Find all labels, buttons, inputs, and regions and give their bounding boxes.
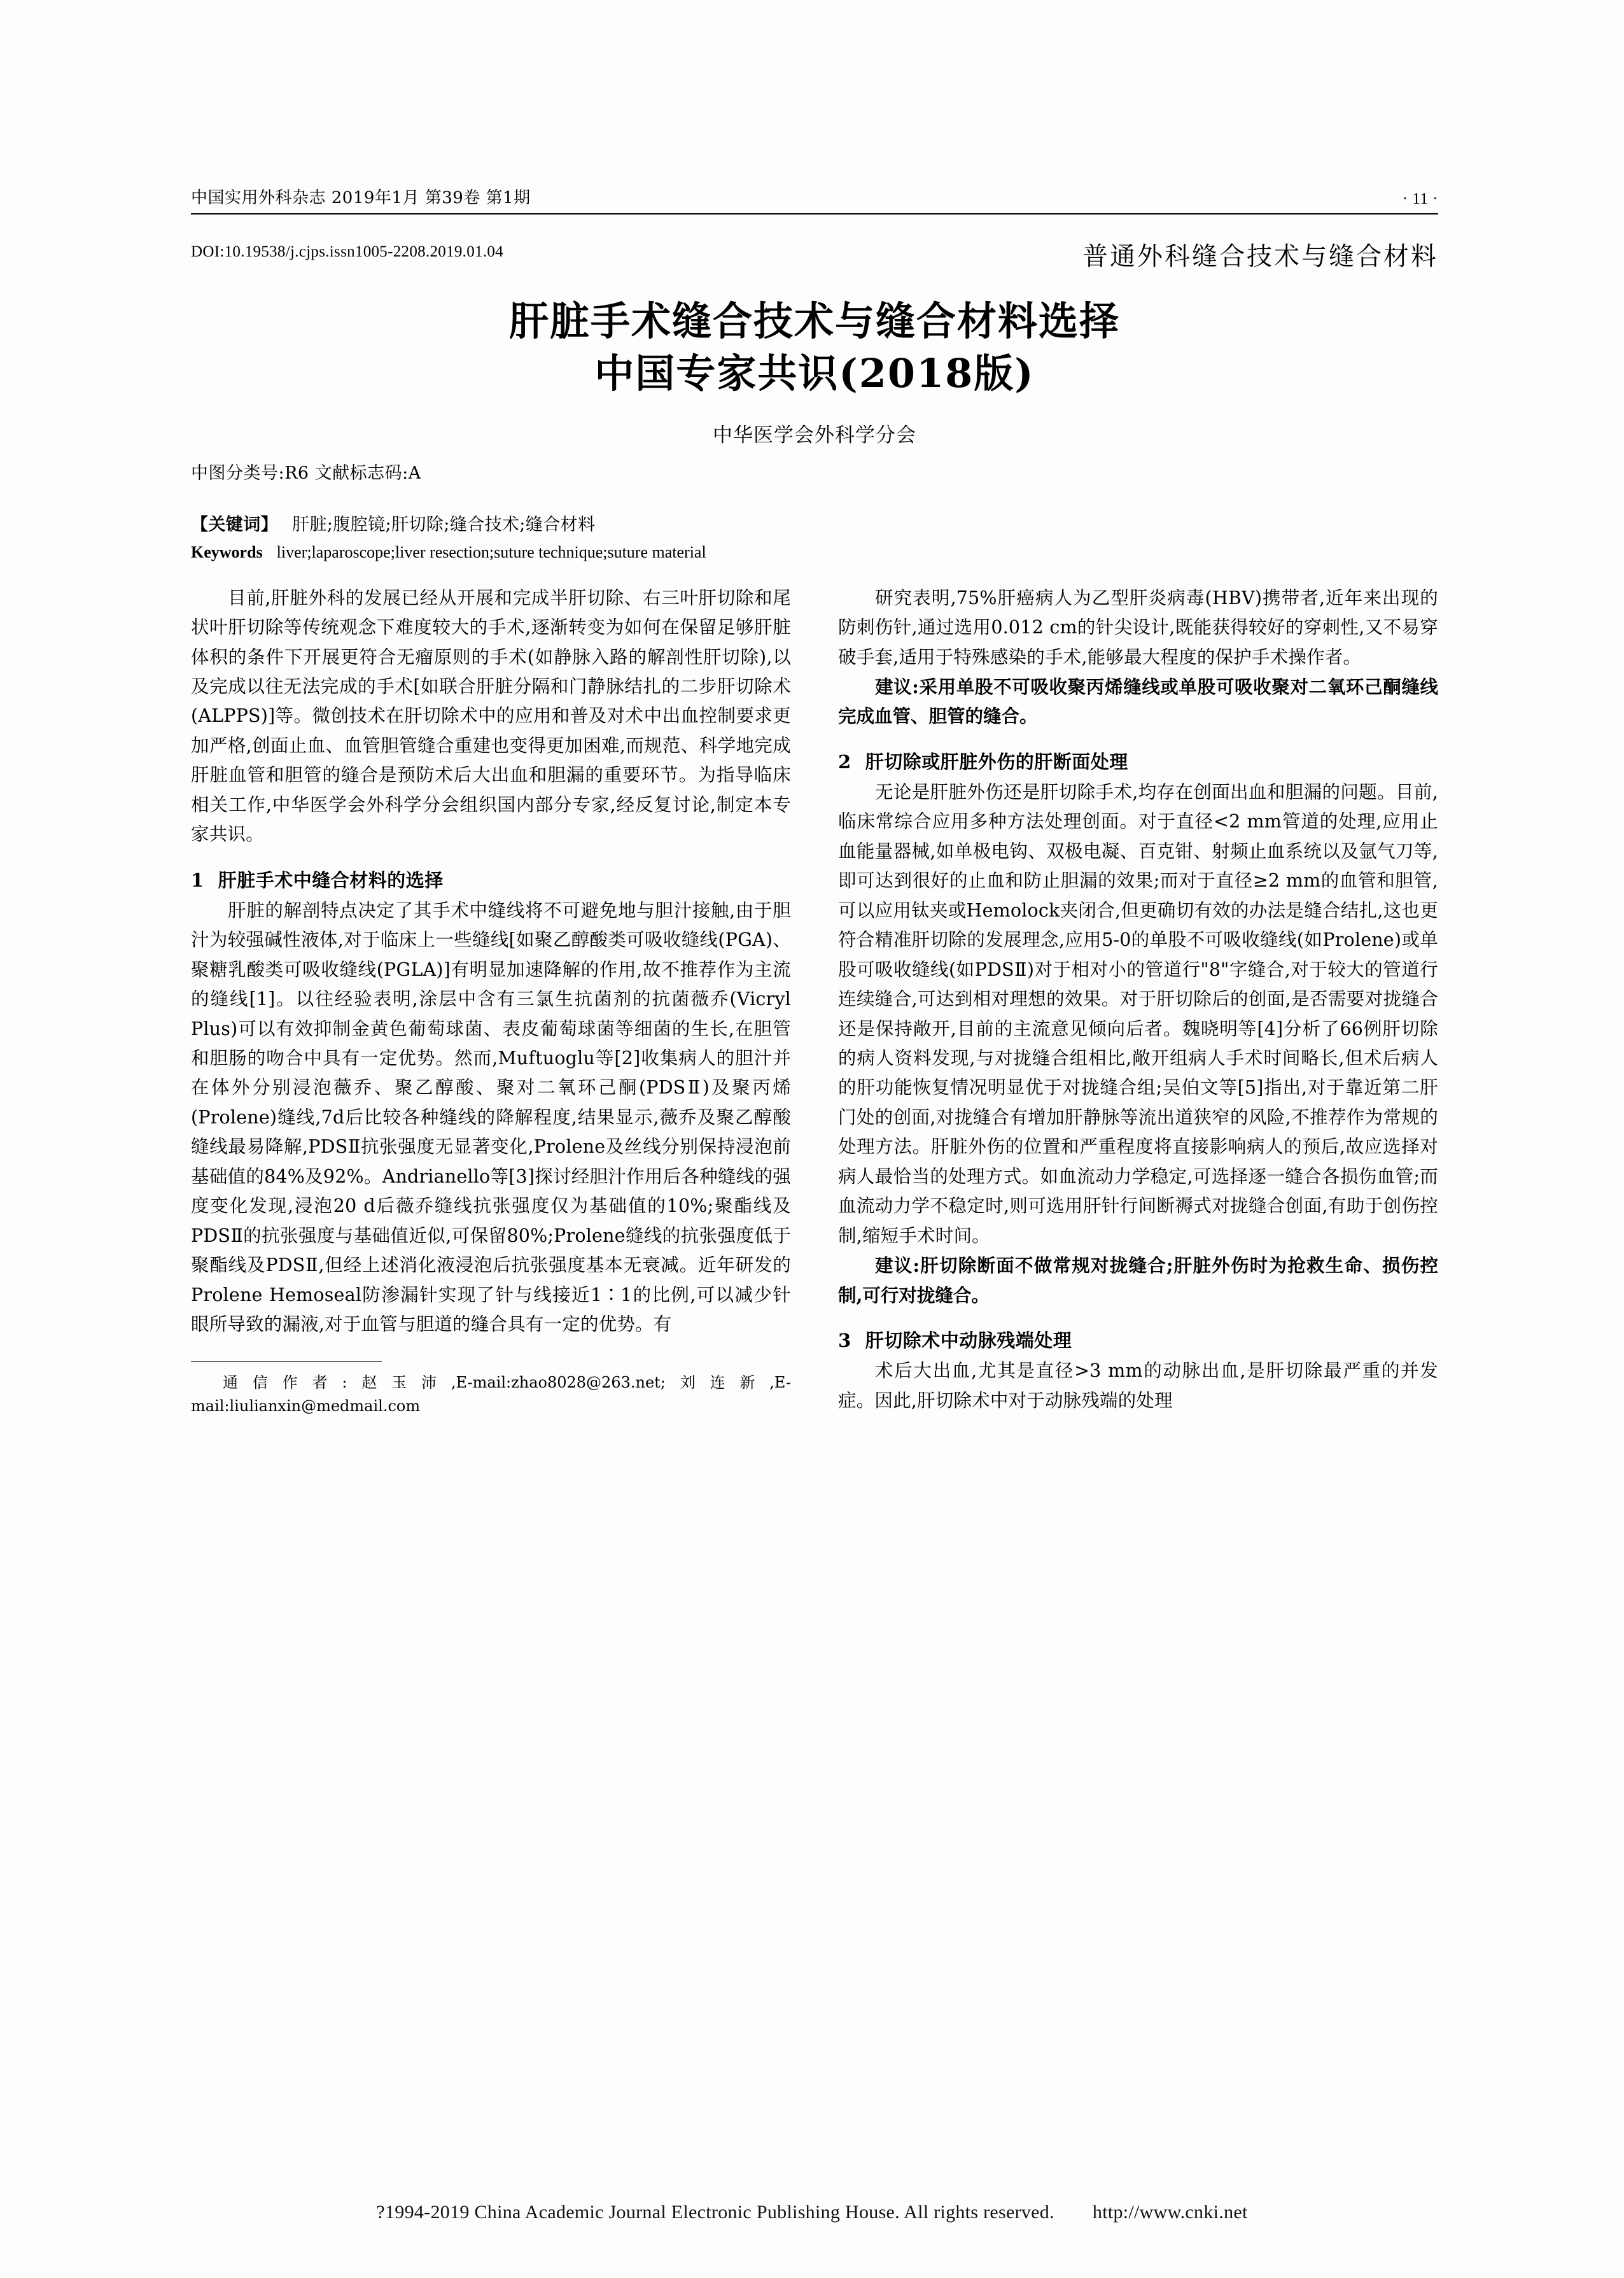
keywords-en-text: liver;laparoscope;liver resection;suture technique;suture material: [276, 542, 706, 561]
running-head: [191, 185, 1438, 214]
page-number: · 11 ·: [1402, 190, 1438, 207]
classification-line: 中图分类号:R6 文献标志码:A: [191, 463, 421, 483]
section-2-number: 2: [838, 750, 851, 773]
paragraph-3-1: 术后大出血,尤其是直径>3 mm的动脉出血,是肝切除最严重的并发症。因此,肝切除术中对于动脉残端的处理: [838, 1360, 1438, 1411]
left-column: [191, 584, 791, 1418]
advice-2: 建议:肝切除断面不做常规对拢缝合;肝脏外伤时为抢救生命、损伤控制,可行对拢缝合。: [838, 1255, 1438, 1306]
section-1-number: 1: [191, 869, 204, 891]
title-line-2: 中国专家共识(2018版): [594, 349, 1035, 397]
section-1-title: 肝脏手术中缝合材料的选择: [218, 869, 444, 891]
section-heading-1: [191, 866, 791, 892]
corresponding-author-note: 通信作者:赵玉沛,E-mail:zhao8028@263.net;刘连新,E-mail:liulianxin@medmail.com: [191, 1373, 791, 1415]
paragraph-2-1: 无论是肝脏外伤还是肝切除手术,均存在创面出血和胆漏的问题。目前,临床常综合应用多种方法处理创面。对于直径<2 mm管道的处理,应用止血能量器械,如单极电钩、双极电凝、百克钳、射频止血系统以及氩气刀等,即可达到很好的止血和防止胆漏的效果;而对于直径≥2 mm的血管和胆管,可以应用钛夹或Hemolock夹闭合,但更确切有效的办法是缝合结扎,这也更符合精准肝切除的发展理念,应用5-0的单股不可吸收缝线(如Prolene)或单股可吸收缝线(如PDSⅡ)对于相对小的管道行"8"字缝合,对于较大的管道行连续缝合,可达到相对理想的效果。对于肝切除后的创面,是否需要对拢缝合还是保持敞开,目前的主流意见倾向后者。魏晓明等[4]分析了66例肝切除的病人资料发现,与对拢缝合组相比,敞开组病人手术时间略长,但术后病人的肝功能恢复情况明显优于对拢缝合组;吴伯文等[5]指出,对于靠近第二肝门处的创面,对拢缝合有增加肝静脉等流出道狭窄的风险,不推荐作为常规的处理方法。肝脏外伤的位置和严重程度将直接影响病人的预后,故应选择对病人最恰当的处理方式。如血流动力学稳定,可选择逐一缝合各损伤血管;而血流动力学不稳定时,则可选用肝针行间断褥式对拢缝合创面,有助于创伤控制,缩短手术时间。: [838, 781, 1438, 1246]
title-line-1: 肝脏手术缝合技术与缝合材料选择: [508, 298, 1120, 344]
paragraph-right-1: 研究表明,75%肝癌病人为乙型肝炎病毒(HBV)携带者,近年来出现的防刺伤针,通过选用0.012 cm的针尖设计,既能获得较好的穿刺性,又不易穿破手套,适用于特殊感染的手术,能够最大程度的保护手术操作者。: [838, 587, 1438, 668]
journal-issue-line: 中国实用外科杂志 2019年1月 第39卷 第1期: [191, 188, 531, 207]
right-column: [838, 584, 1438, 1418]
keywords-cn-label: 【关键词】: [191, 514, 278, 535]
author-affiliation: 中华医学会外科学分会: [713, 423, 916, 447]
page-footer: [0, 2202, 1624, 2223]
footnote-rule: [191, 1361, 382, 1362]
section-2-title: 肝切除或肝脏外伤的肝断面处理: [865, 750, 1128, 773]
keywords-cn: [191, 510, 1438, 535]
section-heading-2: [838, 748, 1438, 774]
page-title: [191, 295, 1438, 400]
footnote-block: [191, 1353, 791, 1418]
cnki-url: http://www.cnki.net: [1092, 2202, 1248, 2223]
paragraph-1-1: 肝脏的解剖特点决定了其手术中缝线将不可避免地与胆汁接触,由于胆汁为较强碱性液体,对于临床上一些缝线[如聚乙醇酸类可吸收缝线(PGA)、聚糖乳酸类可吸收缝线(PGLA)]有明显加速降解的作用,故不推荐作为主流的缝线[1]。以往经验表明,涂层中含有三氯生抗菌剂的抗菌薇乔(Vicryl Plus)可以有效抑制金黄色葡萄球菌、表皮葡萄球菌等细菌的生长,在胆管和胆肠的吻合中具有一定优势。然而,Muftuoglu等[2]收集病人的胆汁并在体外分别浸泡薇乔、聚乙醇酸、聚对二氧环己酮(PDSⅡ)及聚丙烯(Prolene)缝线,7d后比较各种缝线的降解程度,结果显示,薇乔及聚乙醇酸缝线最易降解,PDSⅡ抗张强度无显著变化,Prolene及丝线分别保持浸泡前基础值的84%及92%。Andrianello等[3]探讨经胆汁作用后各种缝线的强度变化发现,浸泡20 d后薇乔缝线抗张强度仅为基础值的10%;聚酯线及PDSⅡ的抗张强度与基础值近似,可保留80%;Prolene缝线的抗张强度低于聚酯线及PDSⅡ,但经上述消化液浸泡后抗张强度基本无衰减。近年研发的Prolene Hemoseal防渗漏针实现了针与线接近1∶1的比例,可以减少针眼所导致的漏液,对于血管与胆道的缝合具有一定的优势。有: [191, 899, 791, 1335]
keywords-en-label: Keywords: [191, 542, 263, 561]
section-3-number: 3: [838, 1330, 851, 1352]
section-heading-3: [838, 1326, 1438, 1353]
paragraph-intro: 目前,肝脏外科的发展已经从开展和完成半肝切除、右三叶肝切除和尾状叶肝切除等传统观念下难度较大的手术,逐渐转变为如何在保留足够肝脏体积的条件下开展更符合无瘤原则的手术(如静脉入路的解剖性肝切除),以及完成以往无法完成的手术[如联合肝脏分隔和门静脉结扎的二步肝切除术(ALPPS)]等。微创技术在肝切除术中的应用和普及对术中出血控制要求更加严格,创面止血、血管胆管缝合重建也变得更加困难,而规范、科学地完成肝脏血管和胆管的缝合是预防术后大出血和胆漏的重要环节。为指导临床相关工作,中华医学会外科学分会组织国内部分专家,经反复讨论,制定本专家共识。: [191, 587, 791, 845]
page-content: [191, 185, 1438, 1418]
keywords-en: [191, 543, 1438, 562]
doi-line: DOI:10.19538/j.cjps.issn1005-2208.2019.01.04: [191, 243, 503, 260]
keywords-block: [191, 510, 1438, 562]
two-column-body: [191, 584, 1438, 1418]
section-banner: 普通外科缝合技术与缝合材料: [1082, 242, 1438, 271]
copyright-text: ?1994-2019 China Academic Journal Electronic Publishing House. All rights reserved.: [376, 2202, 1054, 2223]
section-3-title: 肝切除术中动脉残端处理: [865, 1330, 1072, 1352]
keywords-cn-text: 肝脏;腹腔镜;肝切除;缝合技术;缝合材料: [292, 514, 596, 535]
advice-1: 建议:采用单股不可吸收聚丙烯缝线或单股可吸收聚对二氧环己酮缝线完成血管、胆管的缝合。: [838, 676, 1438, 728]
